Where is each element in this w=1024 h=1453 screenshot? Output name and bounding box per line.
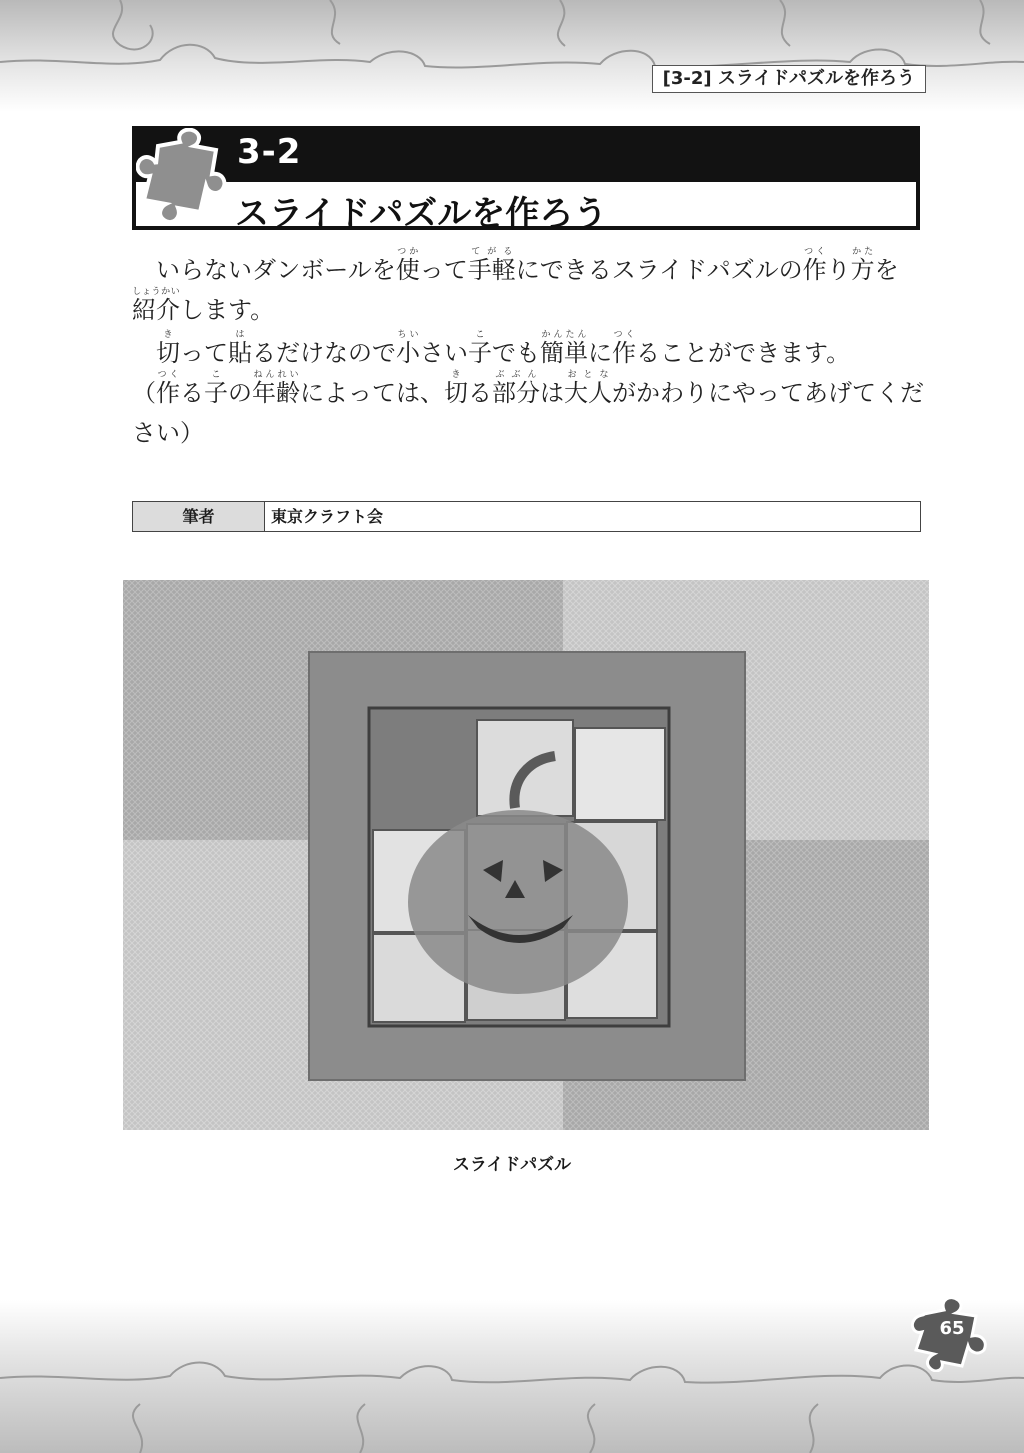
ruby-word: 大人おとな	[564, 370, 612, 407]
author-table	[132, 501, 921, 532]
ruby-word: 作つく	[802, 247, 827, 284]
ruby-word: 切き	[444, 370, 468, 407]
text-span: にできるスライドパズルの	[515, 256, 803, 284]
text-span: いらないダンボールを	[156, 256, 396, 284]
chapter-number: 3-2	[237, 132, 302, 172]
bottom-puzzle-band	[0, 1300, 1024, 1453]
author-value: 東京クラフト会	[271, 507, 384, 526]
author-label: 筆者	[133, 502, 265, 531]
photo-caption: スライドパズル	[452, 1155, 572, 1175]
page-number-badge	[910, 1292, 990, 1372]
ruby-word: 手軽てがる	[467, 247, 516, 284]
paragraph-1	[132, 247, 932, 330]
chapter-heading	[132, 126, 920, 234]
ruby-word: 子こ	[468, 330, 492, 367]
running-header: [3-2] スライドパズルを作ろう	[652, 65, 926, 93]
ruby-word: 方かた	[850, 247, 875, 284]
ruby-word: 年齢ねんれい	[252, 370, 300, 407]
ruby-word: 貼は	[228, 330, 252, 367]
intro-text	[132, 247, 932, 453]
ruby-word: 簡単かんたん	[540, 330, 588, 367]
ruby-word: 小ちい	[396, 330, 420, 367]
ruby-word: 作つく	[156, 370, 180, 407]
ruby-word: 切き	[156, 330, 180, 367]
chapter-title: スライドパズルを作ろう	[235, 194, 608, 234]
text-span: り	[826, 256, 851, 284]
top-puzzle-band	[0, 0, 1024, 112]
text-span: を	[874, 256, 899, 284]
text-span: します。	[180, 296, 275, 324]
ruby-word: 紹介しょうかい	[132, 287, 180, 324]
paragraph-2: 切きって貼はるだけなので小ちいさい子こでも簡単かんたんに作つくることができます。 （作つくる子この年齢ねんれいによっては、切きる部分ぶぶんは大人おとながかわりにやってあげてくだ さい）	[132, 330, 924, 447]
ruby-word: 作つく	[612, 330, 636, 367]
ruby-word: 子こ	[204, 370, 228, 407]
text-span: って	[419, 256, 468, 284]
ruby-word: 使つか	[395, 247, 420, 284]
text-span: さい）	[132, 419, 204, 447]
puzzle-piece-icon	[136, 128, 228, 228]
ruby-word: 部分ぶぶん	[492, 370, 540, 407]
slide-puzzle-photo	[123, 580, 929, 1130]
page-number: 65	[939, 1318, 965, 1339]
